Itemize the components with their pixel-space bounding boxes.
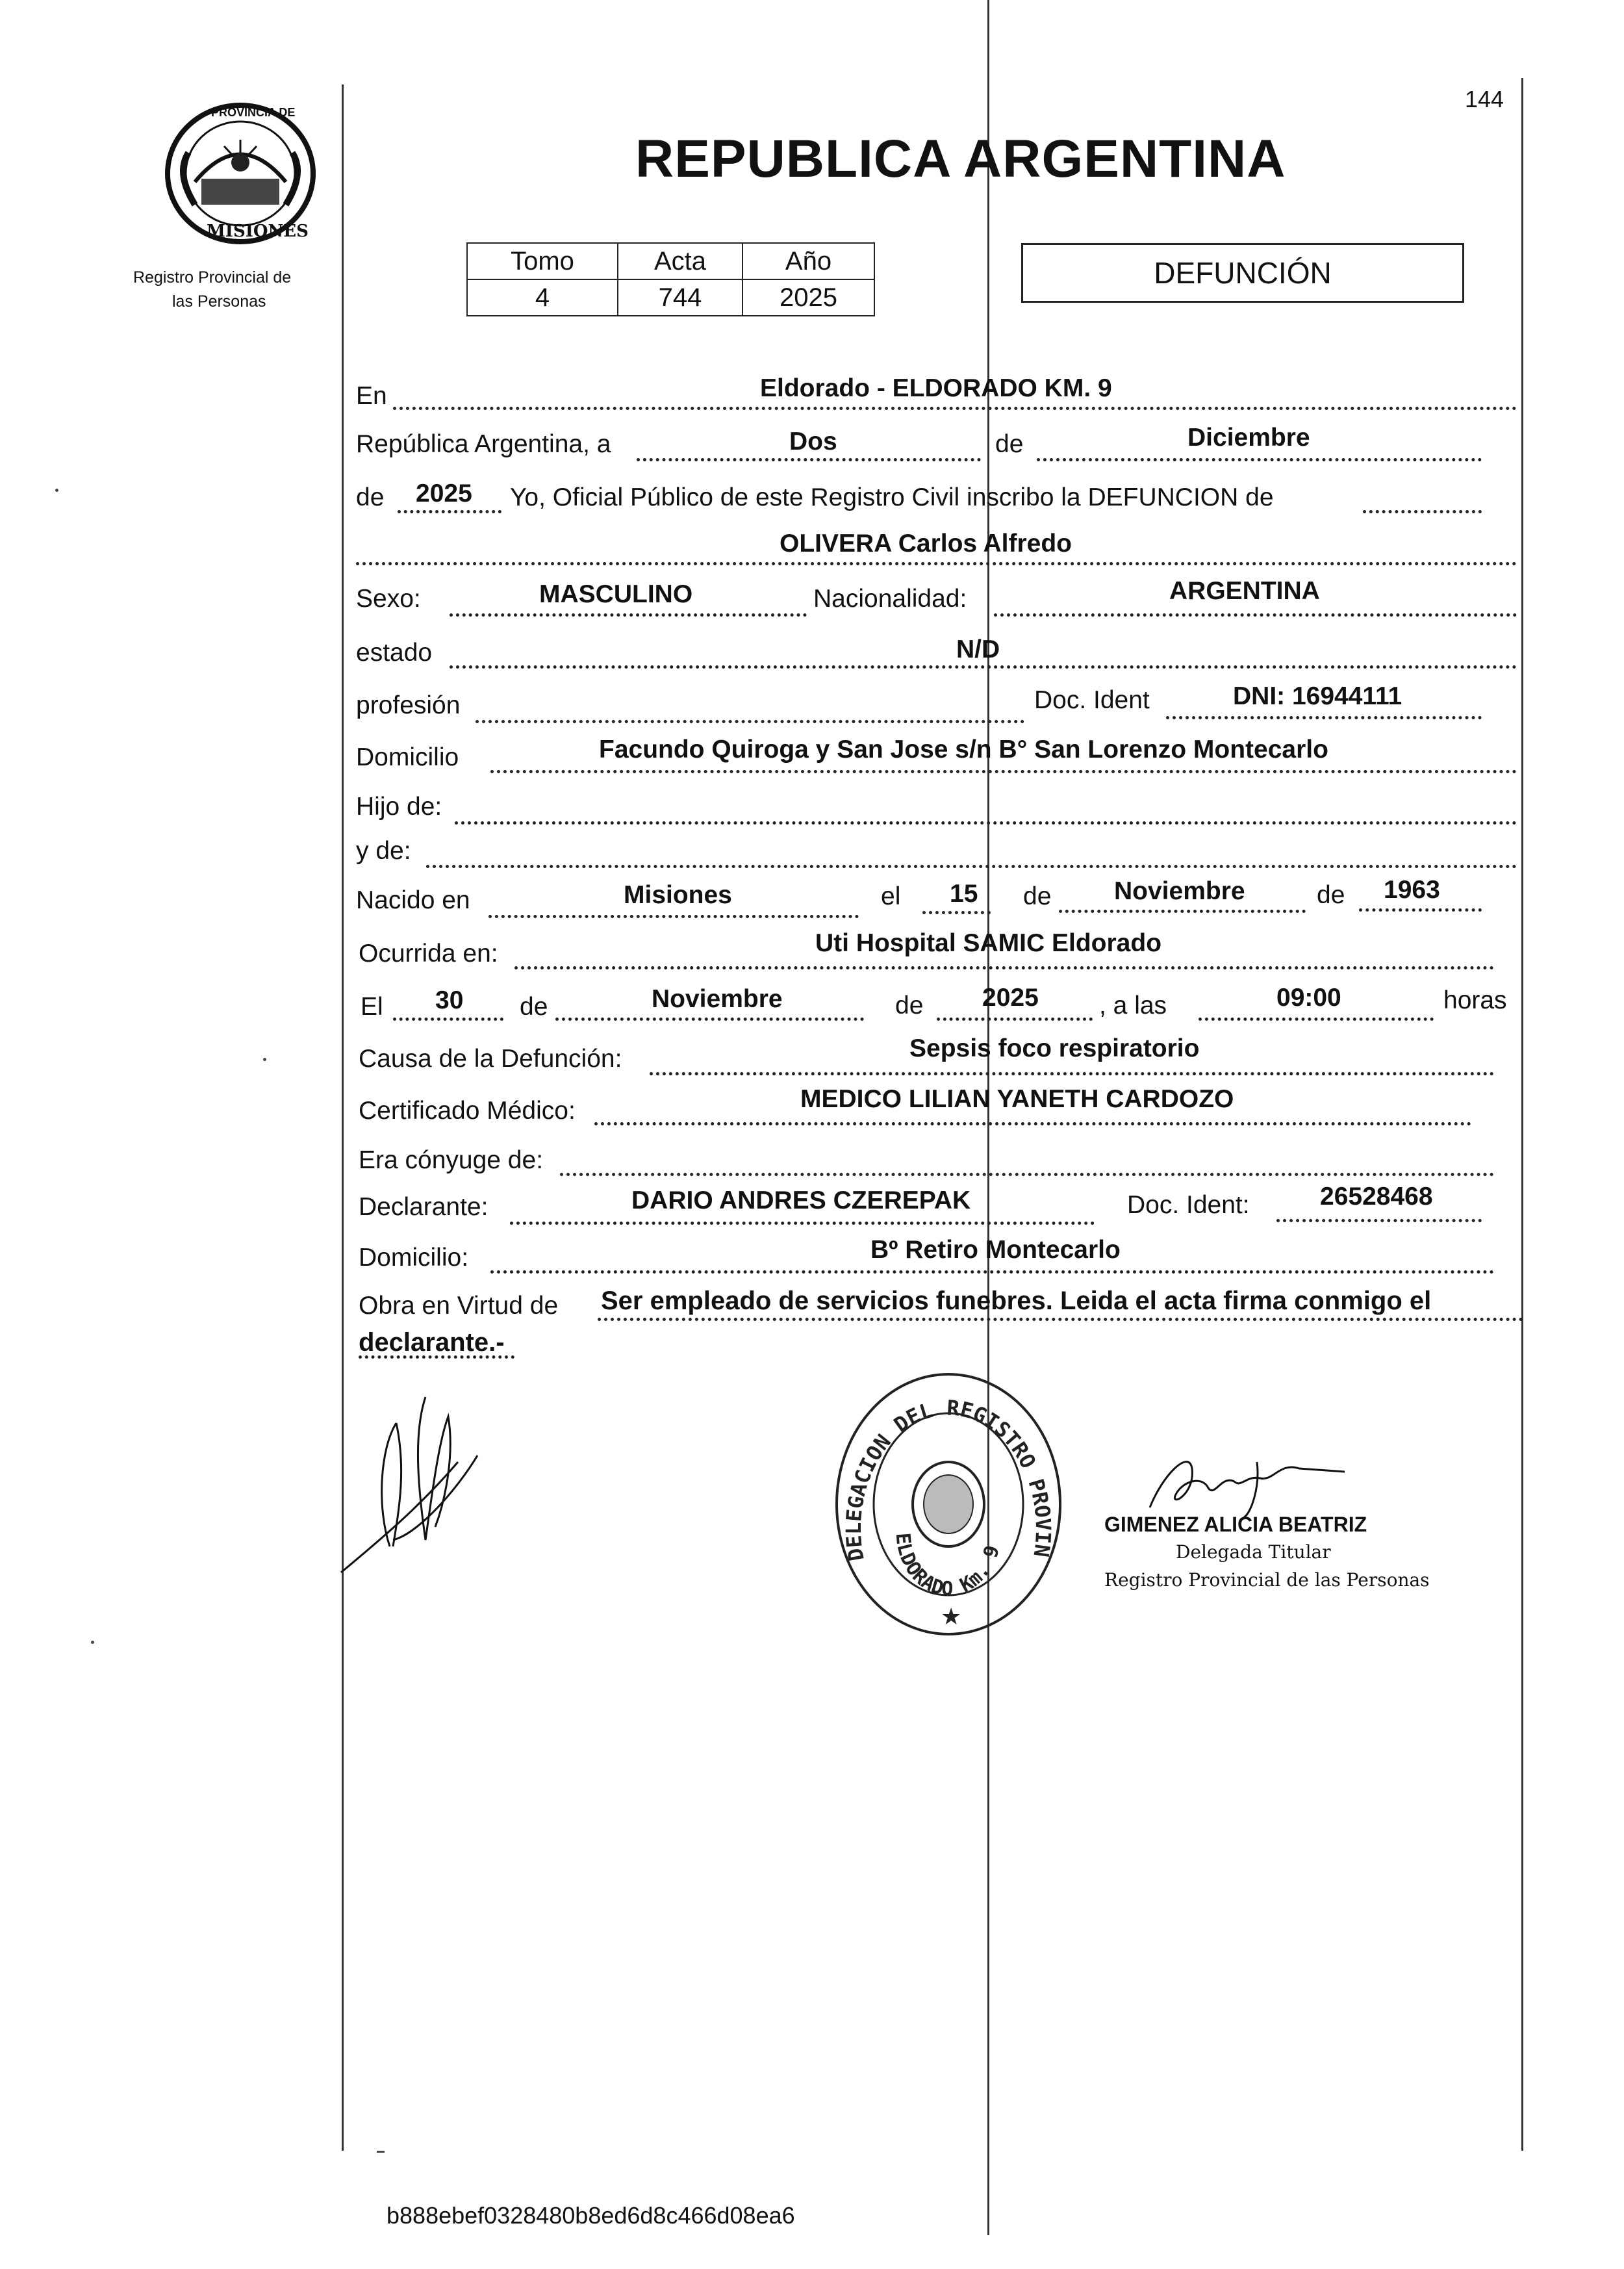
obra-text-line1: Ser empleado de servicios funebres. Leida el acta firma conmigo el (601, 1287, 1432, 1315)
record-type-box: DEFUNCIÓN (1021, 243, 1464, 303)
horas-label: horas (1443, 986, 1507, 1014)
dotted-line (637, 458, 981, 461)
dotted-line (359, 1355, 514, 1359)
inscribe-text: Yo, Oficial Público de este Registro Civil inscribo la DEFUNCION de (510, 483, 1274, 511)
stamp-inner-text: ELDORADO Km. 9 (891, 1532, 1004, 1601)
record-table-header (467, 243, 874, 279)
official-stamp (825, 1365, 1072, 1650)
provincial-seal (156, 101, 325, 247)
nacido-en-value: Misiones (624, 881, 732, 909)
dotted-line (555, 1018, 864, 1021)
scan-speck (91, 1641, 94, 1644)
hijo-label: Hijo de: (356, 793, 442, 821)
dotted-line (937, 1018, 1093, 1021)
scan-speck (55, 489, 58, 492)
a-las-label: , a las (1099, 992, 1167, 1019)
acta-value: 744 (618, 279, 742, 316)
republic-label: República Argentina, a (356, 430, 611, 458)
declarante-domicilio-value: Bº Retiro Montecarlo (870, 1236, 1121, 1264)
obra-text-line2: declarante.- (359, 1328, 505, 1357)
dotted-line (560, 1173, 1494, 1176)
deceased-name-value: OLIVERA Carlos Alfredo (780, 530, 1072, 558)
anio-value: 2025 (742, 279, 874, 316)
dotted-line (922, 911, 991, 914)
registry-stamp-icon (825, 1365, 1072, 1650)
dotted-line (1166, 716, 1482, 719)
dotted-line (450, 613, 807, 617)
domicilio-label: Domicilio (356, 743, 459, 771)
certificado-value: MEDICO LILIAN YANETH CARDOZO (800, 1085, 1234, 1113)
official-role: Delegada Titular (1176, 1541, 1331, 1563)
sexo-value: MASCULINO (539, 580, 693, 608)
official-name: GIMENEZ ALICIA BEATRIZ (1104, 1513, 1367, 1536)
de-label: de (1317, 881, 1345, 909)
scan-speck (263, 1058, 266, 1061)
causa-value: Sepsis foco respiratorio (909, 1034, 1200, 1062)
de-label: de (895, 992, 924, 1019)
left-margin-line (342, 84, 344, 2151)
nacionalidad-value: ARGENTINA (1169, 577, 1320, 605)
birth-month-value: Noviembre (1114, 877, 1245, 905)
center-fold-line (987, 0, 989, 2235)
place-value: Eldorado - ELDORADO KM. 9 (760, 374, 1112, 402)
declarante-label: Declarante: (359, 1193, 488, 1221)
dotted-line (510, 1222, 1095, 1225)
birth-day-value: 15 (950, 880, 978, 908)
dotted-line (490, 770, 1517, 773)
dotted-line (594, 1122, 1471, 1125)
official-org: Registro Provincial de las Personas (1104, 1569, 1430, 1591)
dotted-line (426, 865, 1517, 868)
de-label: de (995, 430, 1024, 458)
birth-year-value: 1963 (1384, 876, 1440, 904)
declarante-doc-value: 26528468 (1320, 1183, 1433, 1211)
tomo-value: 4 (467, 279, 618, 316)
dotted-line (650, 1072, 1494, 1075)
dotted-line (598, 1318, 1523, 1321)
dotted-line (1363, 510, 1482, 513)
doc-ident-label: Doc. Ident: (1127, 1191, 1250, 1219)
ocurrida-en-value: Uti Hospital SAMIC Eldorado (815, 929, 1162, 957)
dotted-line (455, 821, 1517, 825)
nacionalidad-label: Nacionalidad: (813, 585, 967, 613)
seal-top-text: PROVINCIA DE (211, 106, 296, 119)
signature-scribble-icon (1130, 1436, 1364, 1520)
doc-ident-label: Doc. Ident (1034, 686, 1150, 714)
el-label: El (361, 993, 383, 1021)
dotted-line (398, 510, 501, 513)
dotted-line (1276, 1219, 1482, 1222)
dotted-line (490, 1270, 1494, 1274)
page-title: REPUBLICA ARGENTINA (635, 129, 1286, 188)
table-header-cell: Tomo (467, 243, 618, 279)
record-table-row (467, 279, 874, 316)
signature-scribble-icon (328, 1378, 497, 1579)
domicilio-label: Domicilio: (359, 1244, 469, 1272)
table-header-cell: Acta (618, 243, 742, 279)
registry-name-line1: Registro Provincial de (133, 268, 292, 287)
dotted-line (1359, 908, 1482, 912)
y-de-label: y de: (356, 837, 411, 865)
day-word-value: Dos (789, 428, 837, 455)
svg-text:ELDORADO Km. 9 (891, 1532, 1004, 1600)
profesion-label: profesión (356, 691, 461, 719)
domicilio-value: Facundo Quiroga y San Jose s/n B° San Lorenzo Montecarlo (599, 736, 1328, 763)
conyuge-label: Era cónyuge de: (359, 1146, 544, 1174)
scan-speck (377, 2151, 385, 2153)
declarante-value: DARIO ANDRES CZEREPAK (631, 1186, 971, 1214)
registry-name-line2: las Personas (172, 292, 266, 311)
right-margin-line (1521, 78, 1523, 2151)
death-year-value: 2025 (982, 984, 1039, 1012)
dotted-line (994, 613, 1517, 617)
el-label: el (881, 882, 901, 910)
month-word-value: Diciembre (1187, 424, 1310, 452)
sexo-label: Sexo: (356, 585, 421, 613)
de-label: de (356, 483, 385, 511)
declarant-signature (328, 1378, 497, 1579)
estado-value: N/D (956, 635, 1000, 663)
record-table (466, 242, 875, 316)
stamp-star-icon: ★ (941, 1603, 962, 1630)
official-signature (1130, 1436, 1364, 1520)
de-label: de (520, 993, 548, 1021)
dotted-line (356, 562, 1517, 565)
dotted-line (476, 720, 1024, 723)
dotted-line (488, 915, 859, 918)
dotted-line (1037, 458, 1482, 461)
dotted-line (393, 407, 1517, 410)
page-number: 144 (1465, 86, 1504, 112)
dotted-line (1059, 910, 1306, 913)
document-hash: b888ebef0328480b8ed6d8c466d08ea6 (387, 2202, 795, 2229)
stamp-outer-text: DELEGACION DEL REGISTRO PROVIN (841, 1395, 1056, 1563)
causa-label: Causa de la Defunción: (359, 1045, 622, 1073)
dotted-line (393, 1018, 503, 1021)
dotted-line (1199, 1018, 1434, 1021)
obra-label: Obra en Virtud de (359, 1292, 559, 1320)
ocurrida-label: Ocurrida en: (359, 940, 498, 968)
death-time-value: 09:00 (1276, 984, 1341, 1012)
nacido-label: Nacido en (356, 886, 470, 914)
dotted-line (450, 665, 1517, 669)
table-header-cell: Año (742, 243, 874, 279)
doc-ident-value: DNI: 16944111 (1233, 682, 1402, 710)
seal-bottom-text: MISIONES (207, 222, 309, 241)
death-day-value: 30 (435, 986, 464, 1014)
year-value: 2025 (416, 480, 472, 507)
estado-label: estado (356, 639, 433, 667)
de-label: de (1023, 882, 1052, 910)
en-label: En (356, 382, 387, 410)
death-month-value: Noviembre (652, 985, 783, 1013)
dotted-line (514, 966, 1494, 969)
certificado-label: Certificado Médico: (359, 1097, 576, 1125)
